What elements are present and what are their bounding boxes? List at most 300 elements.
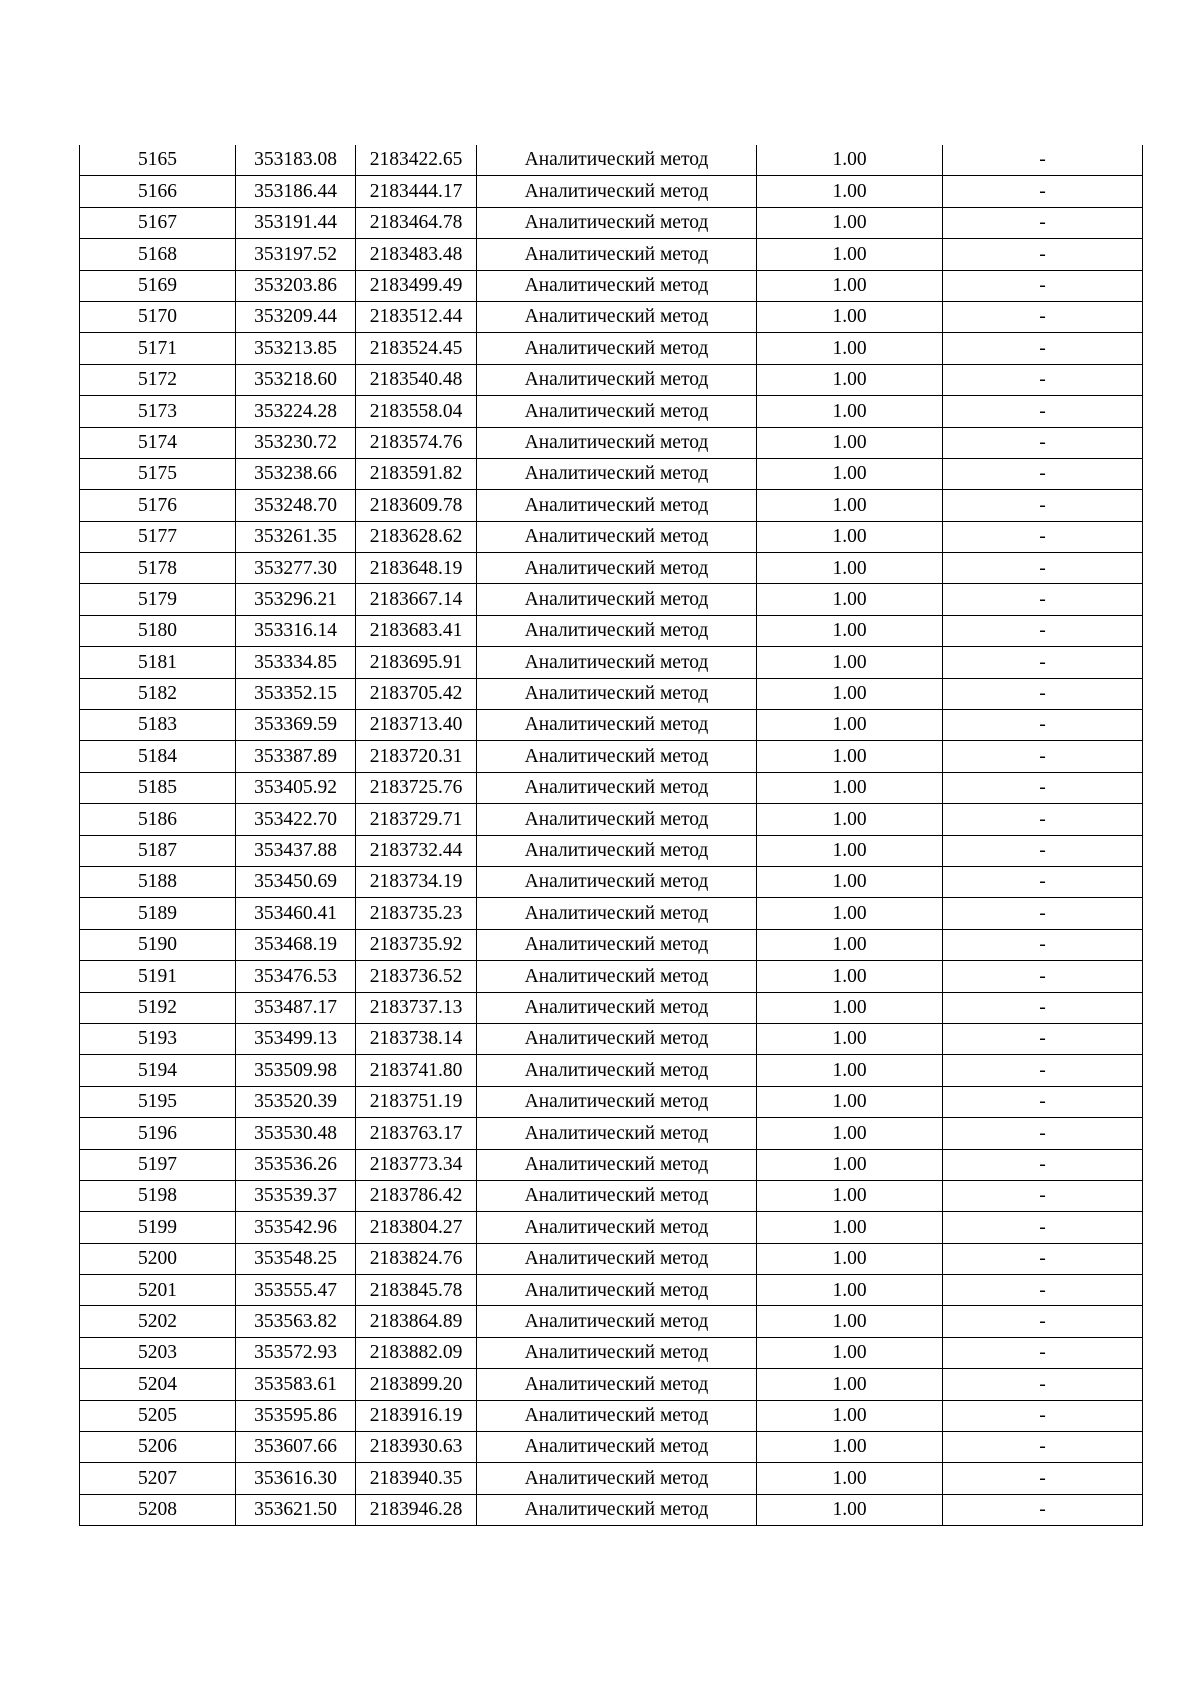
accuracy-cell: 1.00 [757, 270, 943, 301]
y-coordinate-cell: 2183773.34 [356, 1149, 477, 1180]
point-number-cell: 5184 [80, 741, 236, 772]
y-coordinate-cell: 2183591.82 [356, 458, 477, 489]
table-row [80, 1180, 1143, 1211]
table-row [80, 553, 1143, 584]
method-cell: Аналитический метод [477, 1306, 757, 1337]
table-row [80, 1086, 1143, 1117]
note-cell: - [943, 835, 1143, 866]
table-row [80, 396, 1143, 427]
note-cell: - [943, 1086, 1143, 1117]
y-coordinate-cell: 2183786.42 [356, 1180, 477, 1211]
x-coordinate-cell: 353334.85 [236, 647, 356, 678]
method-cell: Аналитический метод [477, 1023, 757, 1054]
x-coordinate-cell: 353213.85 [236, 333, 356, 364]
x-coordinate-cell: 353548.25 [236, 1243, 356, 1274]
x-coordinate-cell: 353238.66 [236, 458, 356, 489]
point-number-cell: 5168 [80, 239, 236, 270]
point-number-cell: 5180 [80, 615, 236, 646]
point-number-cell: 5205 [80, 1400, 236, 1431]
accuracy-cell: 1.00 [757, 301, 943, 332]
note-cell: - [943, 145, 1143, 176]
note-cell: - [943, 741, 1143, 772]
note-cell: - [943, 1275, 1143, 1306]
note-cell: - [943, 1463, 1143, 1494]
y-coordinate-cell: 2183705.42 [356, 678, 477, 709]
method-cell: Аналитический метод [477, 427, 757, 458]
table-row [80, 1275, 1143, 1306]
method-cell: Аналитический метод [477, 647, 757, 678]
accuracy-cell: 1.00 [757, 521, 943, 552]
accuracy-cell: 1.00 [757, 364, 943, 395]
point-number-cell: 5207 [80, 1463, 236, 1494]
method-cell: Аналитический метод [477, 804, 757, 835]
accuracy-cell: 1.00 [757, 615, 943, 646]
method-cell: Аналитический метод [477, 678, 757, 709]
point-number-cell: 5181 [80, 647, 236, 678]
table-row [80, 584, 1143, 615]
table-row [80, 835, 1143, 866]
point-number-cell: 5201 [80, 1275, 236, 1306]
method-cell: Аналитический метод [477, 615, 757, 646]
y-coordinate-cell: 2183734.19 [356, 866, 477, 897]
point-number-cell: 5186 [80, 804, 236, 835]
note-cell: - [943, 1337, 1143, 1368]
y-coordinate-cell: 2183882.09 [356, 1337, 477, 1368]
point-number-cell: 5192 [80, 992, 236, 1023]
y-coordinate-cell: 2183737.13 [356, 992, 477, 1023]
x-coordinate-cell: 353520.39 [236, 1086, 356, 1117]
table-row [80, 804, 1143, 835]
y-coordinate-cell: 2183864.89 [356, 1306, 477, 1337]
table-row [80, 1400, 1143, 1431]
y-coordinate-cell: 2183540.48 [356, 364, 477, 395]
accuracy-cell: 1.00 [757, 239, 943, 270]
method-cell: Аналитический метод [477, 301, 757, 332]
accuracy-cell: 1.00 [757, 835, 943, 866]
note-cell: - [943, 647, 1143, 678]
method-cell: Аналитический метод [477, 270, 757, 301]
y-coordinate-cell: 2183422.65 [356, 145, 477, 176]
method-cell: Аналитический метод [477, 1180, 757, 1211]
y-coordinate-cell: 2183738.14 [356, 1023, 477, 1054]
note-cell: - [943, 458, 1143, 489]
note-cell: - [943, 584, 1143, 615]
table-row [80, 301, 1143, 332]
note-cell: - [943, 772, 1143, 803]
x-coordinate-cell: 353530.48 [236, 1118, 356, 1149]
method-cell: Аналитический метод [477, 835, 757, 866]
note-cell: - [943, 678, 1143, 709]
x-coordinate-cell: 353209.44 [236, 301, 356, 332]
table-row [80, 1432, 1143, 1463]
accuracy-cell: 1.00 [757, 1432, 943, 1463]
accuracy-cell: 1.00 [757, 710, 943, 741]
accuracy-cell: 1.00 [757, 490, 943, 521]
method-cell: Аналитический метод [477, 1369, 757, 1400]
note-cell: - [943, 1369, 1143, 1400]
method-cell: Аналитический метод [477, 521, 757, 552]
method-cell: Аналитический метод [477, 490, 757, 521]
point-number-cell: 5187 [80, 835, 236, 866]
y-coordinate-cell: 2183695.91 [356, 647, 477, 678]
x-coordinate-cell: 353183.08 [236, 145, 356, 176]
note-cell: - [943, 521, 1143, 552]
table-row [80, 961, 1143, 992]
note-cell: - [943, 1243, 1143, 1274]
note-cell: - [943, 1306, 1143, 1337]
point-number-cell: 5198 [80, 1180, 236, 1211]
accuracy-cell: 1.00 [757, 1243, 943, 1274]
point-number-cell: 5174 [80, 427, 236, 458]
method-cell: Аналитический метод [477, 866, 757, 897]
x-coordinate-cell: 353197.52 [236, 239, 356, 270]
note-cell: - [943, 490, 1143, 521]
x-coordinate-cell: 353277.30 [236, 553, 356, 584]
point-number-cell: 5173 [80, 396, 236, 427]
method-cell: Аналитический метод [477, 1432, 757, 1463]
method-cell: Аналитический метод [477, 741, 757, 772]
y-coordinate-cell: 2183763.17 [356, 1118, 477, 1149]
note-cell: - [943, 239, 1143, 270]
table-row [80, 992, 1143, 1023]
accuracy-cell: 1.00 [757, 1118, 943, 1149]
table-row [80, 1055, 1143, 1086]
method-cell: Аналитический метод [477, 1212, 757, 1243]
accuracy-cell: 1.00 [757, 741, 943, 772]
x-coordinate-cell: 353186.44 [236, 176, 356, 207]
x-coordinate-cell: 353218.60 [236, 364, 356, 395]
x-coordinate-cell: 353555.47 [236, 1275, 356, 1306]
x-coordinate-cell: 353450.69 [236, 866, 356, 897]
table-row [80, 1118, 1143, 1149]
method-cell: Аналитический метод [477, 772, 757, 803]
point-number-cell: 5172 [80, 364, 236, 395]
note-cell: - [943, 333, 1143, 364]
point-number-cell: 5185 [80, 772, 236, 803]
method-cell: Аналитический метод [477, 458, 757, 489]
y-coordinate-cell: 2183628.62 [356, 521, 477, 552]
point-number-cell: 5166 [80, 176, 236, 207]
x-coordinate-cell: 353536.26 [236, 1149, 356, 1180]
point-number-cell: 5194 [80, 1055, 236, 1086]
table-row [80, 176, 1143, 207]
note-cell: - [943, 1149, 1143, 1180]
accuracy-cell: 1.00 [757, 1463, 943, 1494]
point-number-cell: 5203 [80, 1337, 236, 1368]
note-cell: - [943, 270, 1143, 301]
accuracy-cell: 1.00 [757, 772, 943, 803]
accuracy-cell: 1.00 [757, 647, 943, 678]
accuracy-cell: 1.00 [757, 866, 943, 897]
accuracy-cell: 1.00 [757, 1023, 943, 1054]
note-cell: - [943, 710, 1143, 741]
method-cell: Аналитический метод [477, 1118, 757, 1149]
point-number-cell: 5182 [80, 678, 236, 709]
method-cell: Аналитический метод [477, 1243, 757, 1274]
point-number-cell: 5200 [80, 1243, 236, 1274]
y-coordinate-cell: 2183735.92 [356, 929, 477, 960]
table-row [80, 521, 1143, 552]
point-number-cell: 5191 [80, 961, 236, 992]
y-coordinate-cell: 2183940.35 [356, 1463, 477, 1494]
point-number-cell: 5206 [80, 1432, 236, 1463]
point-number-cell: 5179 [80, 584, 236, 615]
y-coordinate-cell: 2183713.40 [356, 710, 477, 741]
method-cell: Аналитический метод [477, 1400, 757, 1431]
x-coordinate-cell: 353261.35 [236, 521, 356, 552]
accuracy-cell: 1.00 [757, 553, 943, 584]
note-cell: - [943, 1494, 1143, 1525]
accuracy-cell: 1.00 [757, 176, 943, 207]
note-cell: - [943, 992, 1143, 1023]
table-row [80, 678, 1143, 709]
y-coordinate-cell: 2183667.14 [356, 584, 477, 615]
y-coordinate-cell: 2183845.78 [356, 1275, 477, 1306]
point-number-cell: 5175 [80, 458, 236, 489]
y-coordinate-cell: 2183729.71 [356, 804, 477, 835]
y-coordinate-cell: 2183735.23 [356, 898, 477, 929]
x-coordinate-cell: 353316.14 [236, 615, 356, 646]
point-number-cell: 5170 [80, 301, 236, 332]
table-row [80, 145, 1143, 176]
table-row [80, 1212, 1143, 1243]
method-cell: Аналитический метод [477, 1055, 757, 1086]
accuracy-cell: 1.00 [757, 145, 943, 176]
point-number-cell: 5195 [80, 1086, 236, 1117]
method-cell: Аналитический метод [477, 207, 757, 238]
point-number-cell: 5165 [80, 145, 236, 176]
point-number-cell: 5177 [80, 521, 236, 552]
y-coordinate-cell: 2183609.78 [356, 490, 477, 521]
x-coordinate-cell: 353352.15 [236, 678, 356, 709]
point-number-cell: 5204 [80, 1369, 236, 1400]
accuracy-cell: 1.00 [757, 1086, 943, 1117]
x-coordinate-cell: 353499.13 [236, 1023, 356, 1054]
table-row [80, 1306, 1143, 1337]
table-row [80, 1023, 1143, 1054]
y-coordinate-cell: 2183720.31 [356, 741, 477, 772]
note-cell: - [943, 1180, 1143, 1211]
x-coordinate-cell: 353437.88 [236, 835, 356, 866]
note-cell: - [943, 553, 1143, 584]
point-number-cell: 5188 [80, 866, 236, 897]
accuracy-cell: 1.00 [757, 961, 943, 992]
point-number-cell: 5169 [80, 270, 236, 301]
point-number-cell: 5208 [80, 1494, 236, 1525]
table-row [80, 207, 1143, 238]
method-cell: Аналитический метод [477, 584, 757, 615]
table-row [80, 615, 1143, 646]
table-row [80, 1337, 1143, 1368]
table-row [80, 1149, 1143, 1180]
x-coordinate-cell: 353563.82 [236, 1306, 356, 1337]
method-cell: Аналитический метод [477, 239, 757, 270]
y-coordinate-cell: 2183741.80 [356, 1055, 477, 1086]
method-cell: Аналитический метод [477, 1275, 757, 1306]
accuracy-cell: 1.00 [757, 396, 943, 427]
y-coordinate-cell: 2183558.04 [356, 396, 477, 427]
table-row [80, 490, 1143, 521]
method-cell: Аналитический метод [477, 333, 757, 364]
method-cell: Аналитический метод [477, 364, 757, 395]
y-coordinate-cell: 2183736.52 [356, 961, 477, 992]
x-coordinate-cell: 353572.93 [236, 1337, 356, 1368]
accuracy-cell: 1.00 [757, 427, 943, 458]
point-number-cell: 5167 [80, 207, 236, 238]
point-number-cell: 5190 [80, 929, 236, 960]
point-number-cell: 5183 [80, 710, 236, 741]
x-coordinate-cell: 353387.89 [236, 741, 356, 772]
coordinates-table [79, 145, 1143, 1526]
table-row [80, 1369, 1143, 1400]
accuracy-cell: 1.00 [757, 333, 943, 364]
y-coordinate-cell: 2183524.45 [356, 333, 477, 364]
point-number-cell: 5176 [80, 490, 236, 521]
table-row [80, 1494, 1143, 1525]
table-row [80, 1463, 1143, 1494]
accuracy-cell: 1.00 [757, 1275, 943, 1306]
method-cell: Аналитический метод [477, 396, 757, 427]
table-row [80, 458, 1143, 489]
point-number-cell: 5193 [80, 1023, 236, 1054]
x-coordinate-cell: 353405.92 [236, 772, 356, 803]
point-number-cell: 5202 [80, 1306, 236, 1337]
method-cell: Аналитический метод [477, 1463, 757, 1494]
y-coordinate-cell: 2183946.28 [356, 1494, 477, 1525]
note-cell: - [943, 427, 1143, 458]
x-coordinate-cell: 353607.66 [236, 1432, 356, 1463]
note-cell: - [943, 1432, 1143, 1463]
x-coordinate-cell: 353468.19 [236, 929, 356, 960]
x-coordinate-cell: 353621.50 [236, 1494, 356, 1525]
y-coordinate-cell: 2183930.63 [356, 1432, 477, 1463]
accuracy-cell: 1.00 [757, 1212, 943, 1243]
y-coordinate-cell: 2183512.44 [356, 301, 477, 332]
point-number-cell: 5196 [80, 1118, 236, 1149]
x-coordinate-cell: 353476.53 [236, 961, 356, 992]
x-coordinate-cell: 353224.28 [236, 396, 356, 427]
y-coordinate-cell: 2183916.19 [356, 1400, 477, 1431]
point-number-cell: 5171 [80, 333, 236, 364]
table-row [80, 866, 1143, 897]
note-cell: - [943, 301, 1143, 332]
accuracy-cell: 1.00 [757, 929, 943, 960]
note-cell: - [943, 804, 1143, 835]
x-coordinate-cell: 353296.21 [236, 584, 356, 615]
note-cell: - [943, 866, 1143, 897]
accuracy-cell: 1.00 [757, 1180, 943, 1211]
accuracy-cell: 1.00 [757, 1369, 943, 1400]
coordinates-table-body [80, 145, 1143, 1526]
method-cell: Аналитический метод [477, 710, 757, 741]
note-cell: - [943, 898, 1143, 929]
accuracy-cell: 1.00 [757, 458, 943, 489]
table-row [80, 270, 1143, 301]
table-row [80, 898, 1143, 929]
note-cell: - [943, 396, 1143, 427]
y-coordinate-cell: 2183648.19 [356, 553, 477, 584]
y-coordinate-cell: 2183444.17 [356, 176, 477, 207]
accuracy-cell: 1.00 [757, 1055, 943, 1086]
table-row [80, 929, 1143, 960]
y-coordinate-cell: 2183751.19 [356, 1086, 477, 1117]
x-coordinate-cell: 353460.41 [236, 898, 356, 929]
method-cell: Аналитический метод [477, 992, 757, 1023]
accuracy-cell: 1.00 [757, 1337, 943, 1368]
note-cell: - [943, 961, 1143, 992]
accuracy-cell: 1.00 [757, 898, 943, 929]
method-cell: Аналитический метод [477, 1086, 757, 1117]
note-cell: - [943, 364, 1143, 395]
note-cell: - [943, 1212, 1143, 1243]
x-coordinate-cell: 353230.72 [236, 427, 356, 458]
accuracy-cell: 1.00 [757, 804, 943, 835]
y-coordinate-cell: 2183464.78 [356, 207, 477, 238]
method-cell: Аналитический метод [477, 553, 757, 584]
note-cell: - [943, 1055, 1143, 1086]
x-coordinate-cell: 353595.86 [236, 1400, 356, 1431]
x-coordinate-cell: 353616.30 [236, 1463, 356, 1494]
point-number-cell: 5189 [80, 898, 236, 929]
accuracy-cell: 1.00 [757, 1306, 943, 1337]
table-row [80, 647, 1143, 678]
x-coordinate-cell: 353583.61 [236, 1369, 356, 1400]
table-row [80, 427, 1143, 458]
method-cell: Аналитический метод [477, 145, 757, 176]
y-coordinate-cell: 2183824.76 [356, 1243, 477, 1274]
x-coordinate-cell: 353539.37 [236, 1180, 356, 1211]
note-cell: - [943, 929, 1143, 960]
method-cell: Аналитический метод [477, 929, 757, 960]
accuracy-cell: 1.00 [757, 1149, 943, 1180]
table-row [80, 710, 1143, 741]
point-number-cell: 5178 [80, 553, 236, 584]
x-coordinate-cell: 353369.59 [236, 710, 356, 741]
x-coordinate-cell: 353191.44 [236, 207, 356, 238]
table-row [80, 239, 1143, 270]
accuracy-cell: 1.00 [757, 1494, 943, 1525]
method-cell: Аналитический метод [477, 898, 757, 929]
y-coordinate-cell: 2183499.49 [356, 270, 477, 301]
table-row [80, 772, 1143, 803]
method-cell: Аналитический метод [477, 961, 757, 992]
accuracy-cell: 1.00 [757, 992, 943, 1023]
accuracy-cell: 1.00 [757, 678, 943, 709]
table-row [80, 1243, 1143, 1274]
accuracy-cell: 1.00 [757, 1400, 943, 1431]
point-number-cell: 5199 [80, 1212, 236, 1243]
note-cell: - [943, 176, 1143, 207]
y-coordinate-cell: 2183732.44 [356, 835, 477, 866]
note-cell: - [943, 1118, 1143, 1149]
x-coordinate-cell: 353542.96 [236, 1212, 356, 1243]
method-cell: Аналитический метод [477, 1494, 757, 1525]
accuracy-cell: 1.00 [757, 584, 943, 615]
x-coordinate-cell: 353509.98 [236, 1055, 356, 1086]
y-coordinate-cell: 2183574.76 [356, 427, 477, 458]
y-coordinate-cell: 2183683.41 [356, 615, 477, 646]
method-cell: Аналитический метод [477, 176, 757, 207]
x-coordinate-cell: 353422.70 [236, 804, 356, 835]
table-row [80, 364, 1143, 395]
y-coordinate-cell: 2183804.27 [356, 1212, 477, 1243]
note-cell: - [943, 207, 1143, 238]
method-cell: Аналитический метод [477, 1149, 757, 1180]
table-row [80, 333, 1143, 364]
note-cell: - [943, 615, 1143, 646]
y-coordinate-cell: 2183725.76 [356, 772, 477, 803]
table-row [80, 741, 1143, 772]
